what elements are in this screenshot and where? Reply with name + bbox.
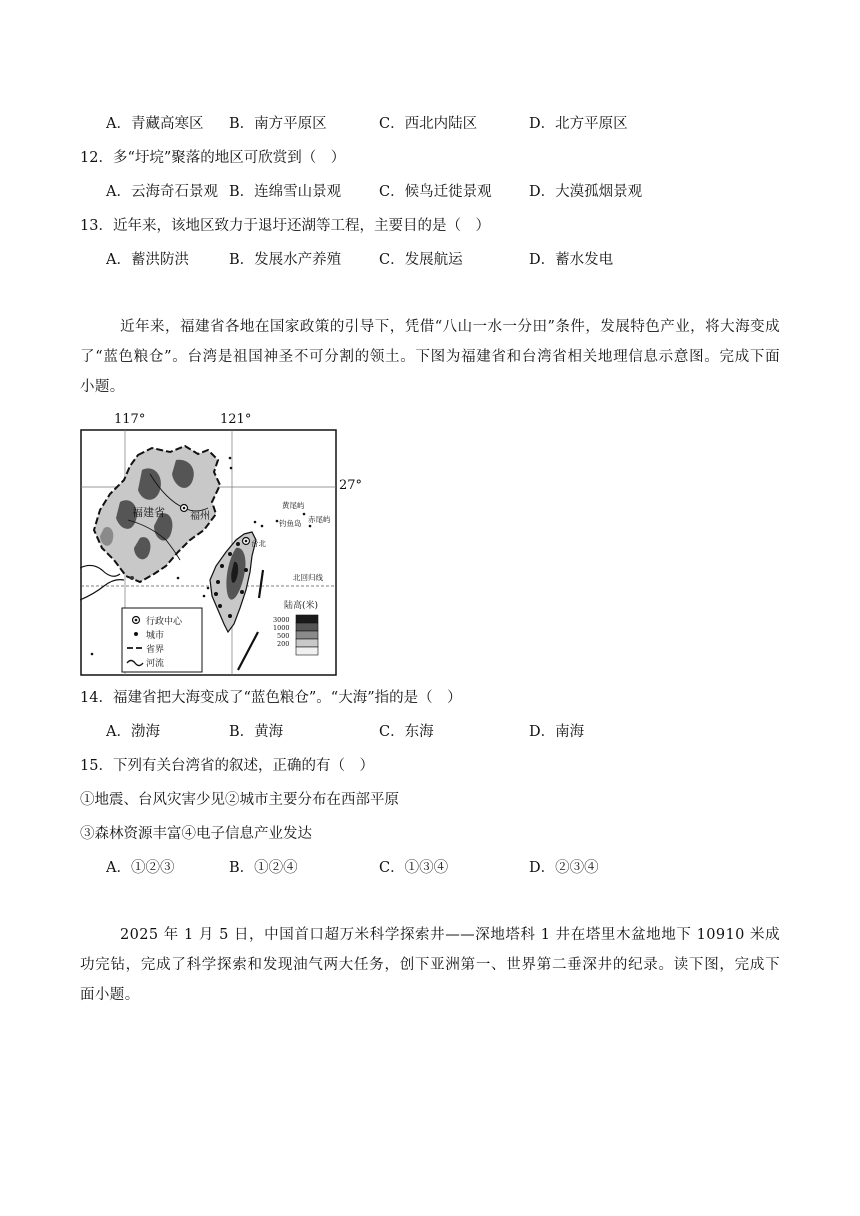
tropic-label: 北回归线 — [293, 573, 323, 582]
legend-border: 省界 — [146, 645, 165, 655]
elevation-500: 500 — [277, 632, 290, 640]
elevation-1000: 1000 — [273, 624, 290, 632]
huangwei-label: 黄尾屿 — [282, 501, 305, 510]
elevation-title: 陆高(米) — [284, 601, 319, 611]
q12-option-d: D．大漠孤烟景观 — [529, 184, 643, 200]
lon-117-label: 117° — [114, 412, 146, 427]
taibei-label: 台北 — [251, 539, 266, 548]
fuzhou-marker — [181, 505, 188, 512]
q14-option-c: C．东海 — [379, 724, 434, 740]
q11-option-d: D．北方平原区 — [529, 116, 628, 132]
q11-option-c: C．西北内陆区 — [379, 116, 478, 132]
elevation-200: 200 — [277, 640, 290, 648]
q15-option-c: C．①③④ — [379, 860, 449, 876]
question-13-stem: 13．近年来，该地区致力于退圩还湖等工程，主要目的是（ ） — [80, 218, 490, 234]
q15-option-d: D．②③④ — [529, 860, 599, 876]
q11-option-a: A．青藏高寒区 — [106, 116, 204, 132]
diaoyu-label: 钓鱼岛 — [279, 519, 302, 528]
lon-121-label: 121° — [220, 412, 252, 427]
fuzhou-label: 福州 — [190, 511, 210, 522]
question-12-stem: 12．多“圩垸”聚落的地区可欣赏到（ ） — [80, 150, 346, 166]
q12-option-c: C．候鸟迁徙景观 — [379, 184, 492, 200]
q15-option-b: B．①②④ — [229, 860, 298, 876]
chiwei-label: 赤尾屿 — [308, 515, 331, 524]
q14-option-d: D．南海 — [529, 724, 585, 740]
q14-option-b: B．黄海 — [229, 724, 284, 740]
q13-option-d: D．蓄水发电 — [529, 252, 614, 268]
fujian-label: 福建省 — [132, 506, 165, 519]
elevation-3000: 3000 — [273, 616, 290, 624]
q13-option-b: B．发展水产养殖 — [229, 252, 342, 268]
q15-statements-line-1: ①地震、台风灾害少见②城市主要分布在西部平原 — [80, 792, 399, 808]
legend-city: 城市 — [146, 631, 165, 641]
lat-27-label: 27° — [339, 478, 363, 493]
passage-fujian-taiwan: 近年来，福建省各地在国家政策的引导下，凭借“八山一水一分田”条件，发展特色产业，将大海变成了“蓝色粮仓”。台湾是祖国神圣不可分割的领土。下图为福建省和台湾省相关地理信息示意图。完成下面小题。 — [80, 319, 780, 395]
q12-option-b: B．连绵雪山景观 — [229, 184, 342, 200]
fujian-taiwan-map — [80, 410, 380, 678]
q13-option-c: C．发展航运 — [379, 252, 463, 268]
legend-admin-center: 行政中心 — [146, 617, 183, 627]
q11-option-b: B．南方平原区 — [229, 116, 327, 132]
taibei-marker — [243, 538, 250, 545]
question-14-stem: 14．福建省把大海变成了“蓝色粮仓”。“大海”指的是（ ） — [80, 690, 462, 706]
question-15-stem: 15．下列有关台湾省的叙述，正确的有（ ） — [80, 758, 374, 774]
legend-river: 河流 — [146, 659, 165, 669]
passage-deep-well: 2025 年 1 月 5 日，中国首口超万米科学探索井——深地塔科 1 井在塔里木盆地地下 10910 米成功完钻，完成了科学探索和发现油气两大任务，创下亚洲第一、世界第二垂深井的纪录。读下图，完成下面小题。 — [80, 927, 780, 1003]
q14-option-a: A．渤海 — [106, 724, 160, 740]
map-legend — [122, 608, 202, 672]
q13-option-a: A．蓄洪防洪 — [106, 252, 189, 268]
q15-statements-line-2: ③森林资源丰富④电子信息产业发达 — [80, 826, 312, 842]
q15-option-a: A．①②③ — [106, 860, 175, 876]
q12-option-a: A．云海奇石景观 — [106, 184, 218, 200]
